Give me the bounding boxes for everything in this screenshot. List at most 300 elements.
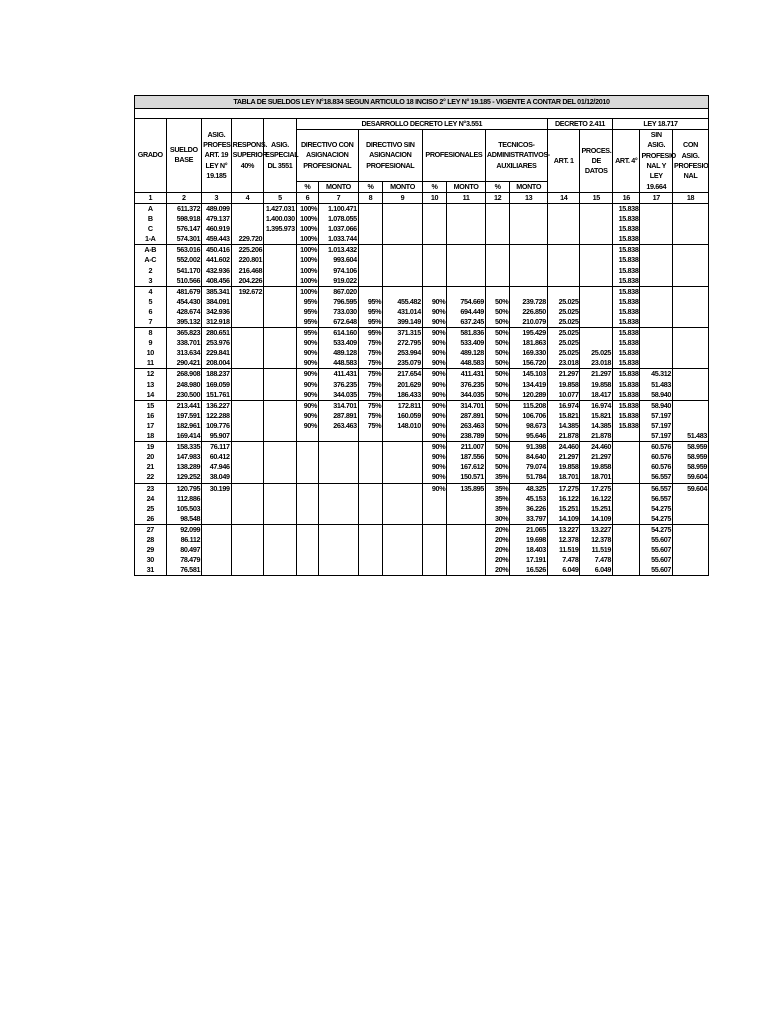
value-cell: [231, 369, 264, 380]
column-number: 6: [296, 192, 318, 203]
value-cell: [422, 565, 446, 576]
grade-group: [135, 442, 709, 483]
salary-table: [134, 95, 709, 576]
value-cell: 448.583: [319, 358, 359, 369]
value-cell: 158.335: [166, 442, 202, 453]
value-cell: 18.701: [580, 472, 613, 483]
header-pct: %: [296, 181, 318, 192]
value-cell: 15.838: [613, 203, 640, 214]
value-cell: 24.460: [547, 442, 580, 453]
value-cell: [673, 535, 709, 545]
value-cell: [264, 545, 297, 555]
table-row: [135, 338, 709, 348]
value-cell: 148.010: [383, 421, 423, 431]
grade-group: [135, 328, 709, 369]
value-cell: [673, 555, 709, 565]
value-cell: [264, 369, 297, 380]
grade-group: [135, 245, 709, 286]
column-number-row: [135, 192, 709, 203]
value-cell: 17.191: [510, 555, 548, 565]
value-cell: [640, 307, 673, 317]
value-cell: 1.395.973: [264, 224, 297, 234]
value-cell: 268.908: [166, 369, 202, 380]
grade-cell: 15: [135, 400, 167, 411]
value-cell: 342.936: [202, 307, 232, 317]
value-cell: 90%: [422, 442, 446, 453]
value-cell: [447, 203, 486, 214]
value-cell: [264, 472, 297, 483]
value-cell: 35%: [485, 504, 509, 514]
value-cell: [264, 276, 297, 287]
value-cell: 187.556: [447, 452, 486, 462]
value-cell: 15.838: [613, 214, 640, 224]
value-cell: [422, 276, 446, 287]
value-cell: 220.801: [231, 255, 264, 265]
value-cell: [383, 203, 423, 214]
value-cell: 672.648: [319, 317, 359, 328]
grade-cell: 10: [135, 348, 167, 358]
value-cell: [580, 255, 613, 265]
value-cell: 92.099: [166, 524, 202, 535]
value-cell: 57.197: [640, 411, 673, 421]
value-cell: 533.409: [447, 338, 486, 348]
value-cell: 35%: [485, 472, 509, 483]
value-cell: 25.025: [547, 348, 580, 358]
value-cell: [613, 535, 640, 545]
value-cell: 95%: [358, 307, 382, 317]
value-cell: [640, 224, 673, 234]
value-cell: 100%: [296, 255, 318, 265]
grade-cell: 11: [135, 358, 167, 369]
table-row: [135, 297, 709, 307]
value-cell: [358, 286, 382, 297]
value-cell: [202, 494, 232, 504]
value-cell: 50%: [485, 431, 509, 442]
table-row: [135, 390, 709, 401]
value-cell: [510, 214, 548, 224]
value-cell: 229.841: [202, 348, 232, 358]
value-cell: 15.821: [547, 411, 580, 421]
value-cell: 18.417: [580, 390, 613, 401]
table-row: [135, 545, 709, 555]
value-cell: [485, 286, 509, 297]
value-cell: 1.037.066: [319, 224, 359, 234]
value-cell: 33.797: [510, 514, 548, 525]
value-cell: [319, 483, 359, 494]
value-cell: 12.378: [547, 535, 580, 545]
grade-cell: 25: [135, 504, 167, 514]
value-cell: 432.936: [202, 266, 232, 276]
value-cell: [640, 297, 673, 307]
value-cell: [264, 307, 297, 317]
value-cell: [231, 400, 264, 411]
value-cell: 18.701: [547, 472, 580, 483]
value-cell: 25.025: [547, 328, 580, 339]
value-cell: [231, 358, 264, 369]
value-cell: 460.919: [202, 224, 232, 234]
value-cell: [383, 494, 423, 504]
value-cell: 90%: [422, 421, 446, 431]
value-cell: [673, 338, 709, 348]
value-cell: [264, 483, 297, 494]
value-cell: 376.235: [447, 380, 486, 390]
value-cell: [422, 245, 446, 256]
value-cell: [264, 245, 297, 256]
value-cell: [264, 234, 297, 245]
value-cell: [447, 545, 486, 555]
value-cell: [673, 358, 709, 369]
value-cell: [673, 307, 709, 317]
header-monto: MONTO: [319, 181, 359, 192]
value-cell: [358, 524, 382, 535]
value-cell: 6.049: [580, 565, 613, 576]
value-cell: 17.275: [547, 483, 580, 494]
value-cell: [383, 504, 423, 514]
value-cell: 15.251: [580, 504, 613, 514]
value-cell: [485, 214, 509, 224]
table-row: [135, 307, 709, 317]
value-cell: [231, 483, 264, 494]
value-cell: 454.430: [166, 297, 202, 307]
value-cell: [422, 286, 446, 297]
table-row: [135, 358, 709, 369]
value-cell: [673, 203, 709, 214]
column-number: 8: [358, 192, 382, 203]
grade-cell: 6: [135, 307, 167, 317]
value-cell: [422, 224, 446, 234]
value-cell: 18.403: [510, 545, 548, 555]
value-cell: 90%: [296, 369, 318, 380]
value-cell: [264, 421, 297, 431]
value-cell: [613, 494, 640, 504]
value-cell: 100%: [296, 234, 318, 245]
value-cell: [640, 203, 673, 214]
value-cell: [358, 224, 382, 234]
value-cell: [202, 524, 232, 535]
value-cell: 188.237: [202, 369, 232, 380]
value-cell: 489.128: [447, 348, 486, 358]
value-cell: 24.460: [580, 442, 613, 453]
header-asig-especial: ASIG. ESPECIAL DL 3551: [264, 119, 297, 193]
value-cell: 78.479: [166, 555, 202, 565]
value-cell: 15.838: [613, 317, 640, 328]
value-cell: 45.153: [510, 494, 548, 504]
value-cell: 395.132: [166, 317, 202, 328]
value-cell: 376.235: [319, 380, 359, 390]
grade-cell: 9: [135, 338, 167, 348]
value-cell: 56.557: [640, 472, 673, 483]
value-cell: 95%: [296, 297, 318, 307]
value-cell: 459.443: [202, 234, 232, 245]
value-cell: 21.297: [547, 452, 580, 462]
value-cell: [383, 565, 423, 576]
value-cell: [447, 276, 486, 287]
value-cell: 611.372: [166, 203, 202, 214]
value-cell: 90%: [296, 338, 318, 348]
value-cell: [202, 545, 232, 555]
value-cell: [231, 214, 264, 224]
value-cell: [231, 555, 264, 565]
grade-cell: C: [135, 224, 167, 234]
value-cell: 614.160: [319, 328, 359, 339]
value-cell: [264, 504, 297, 514]
header-ley: LEY 18.717: [613, 119, 709, 130]
value-cell: 75%: [358, 358, 382, 369]
value-cell: [319, 555, 359, 565]
value-cell: 197.591: [166, 411, 202, 421]
value-cell: 15.838: [613, 266, 640, 276]
column-number: 5: [264, 192, 297, 203]
value-cell: [319, 535, 359, 545]
value-cell: [319, 565, 359, 576]
table-row: [135, 328, 709, 339]
value-cell: [447, 565, 486, 576]
value-cell: [547, 266, 580, 276]
column-number: 1: [135, 192, 167, 203]
value-cell: 95.907: [202, 431, 232, 442]
value-cell: 20%: [485, 535, 509, 545]
value-cell: 38.049: [202, 472, 232, 483]
value-cell: 15.838: [613, 328, 640, 339]
header-art1: ART. 1: [547, 130, 580, 193]
value-cell: 576.147: [166, 224, 202, 234]
value-cell: [673, 545, 709, 555]
value-cell: 100%: [296, 266, 318, 276]
value-cell: 50%: [485, 338, 509, 348]
value-cell: 90%: [422, 317, 446, 328]
value-cell: [264, 494, 297, 504]
value-cell: [264, 431, 297, 442]
value-cell: 147.983: [166, 452, 202, 462]
value-cell: [640, 234, 673, 245]
column-number: 10: [422, 192, 446, 203]
value-cell: 25.025: [547, 338, 580, 348]
value-cell: [485, 255, 509, 265]
value-cell: [264, 286, 297, 297]
grade-group: [135, 524, 709, 575]
value-cell: [447, 535, 486, 545]
column-number: 9: [383, 192, 423, 203]
grade-cell: 13: [135, 380, 167, 390]
table-row: [135, 535, 709, 545]
value-cell: [580, 286, 613, 297]
value-cell: [673, 234, 709, 245]
grade-cell: A-B: [135, 245, 167, 256]
value-cell: 90%: [422, 472, 446, 483]
value-cell: [296, 514, 318, 525]
value-cell: [231, 494, 264, 504]
value-cell: 106.706: [510, 411, 548, 421]
value-cell: 75%: [358, 380, 382, 390]
value-cell: [673, 297, 709, 307]
value-cell: 54.275: [640, 504, 673, 514]
value-cell: 58.959: [673, 442, 709, 453]
value-cell: [264, 411, 297, 421]
value-cell: [358, 255, 382, 265]
value-cell: [422, 545, 446, 555]
value-cell: [358, 266, 382, 276]
value-cell: [358, 245, 382, 256]
value-cell: 15.838: [613, 380, 640, 390]
value-cell: 541.170: [166, 266, 202, 276]
value-cell: 581.836: [447, 328, 486, 339]
value-cell: 59.604: [673, 483, 709, 494]
value-cell: 312.918: [202, 317, 232, 328]
value-cell: 23.018: [547, 358, 580, 369]
header-directivo-con: DIRECTIVO CON ASIGNACION PROFESIONAL: [296, 130, 358, 182]
value-cell: 192.672: [231, 286, 264, 297]
value-cell: [673, 245, 709, 256]
value-cell: 90%: [422, 380, 446, 390]
value-cell: 238.789: [447, 431, 486, 442]
value-cell: 15.838: [613, 390, 640, 401]
grade-group: [135, 369, 709, 400]
value-cell: 90%: [422, 411, 446, 421]
value-cell: 919.022: [319, 276, 359, 287]
value-cell: [383, 431, 423, 442]
value-cell: 75%: [358, 338, 382, 348]
value-cell: 229.720: [231, 234, 264, 245]
value-cell: [640, 255, 673, 265]
value-cell: 95%: [296, 317, 318, 328]
value-cell: 75%: [358, 348, 382, 358]
value-cell: [296, 442, 318, 453]
value-cell: 100%: [296, 214, 318, 224]
value-cell: 15.838: [613, 234, 640, 245]
value-cell: [296, 483, 318, 494]
value-cell: 56.557: [640, 494, 673, 504]
value-cell: 156.720: [510, 358, 548, 369]
value-cell: 25.025: [547, 317, 580, 328]
header-monto: MONTO: [510, 181, 548, 192]
table-row: [135, 494, 709, 504]
value-cell: 135.895: [447, 483, 486, 494]
value-cell: [580, 317, 613, 328]
value-cell: [383, 462, 423, 472]
value-cell: 21.297: [547, 369, 580, 380]
header-pct: %: [485, 181, 509, 192]
value-cell: [358, 483, 382, 494]
value-cell: [422, 203, 446, 214]
value-cell: 169.059: [202, 380, 232, 390]
column-number: 14: [547, 192, 580, 203]
value-cell: 993.604: [319, 255, 359, 265]
table-row: [135, 400, 709, 411]
value-cell: 1.400.030: [264, 214, 297, 224]
value-cell: [447, 234, 486, 245]
value-cell: [485, 224, 509, 234]
value-cell: [422, 524, 446, 535]
value-cell: 129.252: [166, 472, 202, 483]
grade-cell: 4: [135, 286, 167, 297]
value-cell: 115.208: [510, 400, 548, 411]
header-profesionales: PROFESIONALES: [422, 130, 485, 182]
header-asig-profes: ASIG. PROFES. ART. 19 LEY N° 19.185: [202, 119, 232, 193]
value-cell: [383, 255, 423, 265]
grade-group: [135, 400, 709, 441]
value-cell: [319, 504, 359, 514]
value-cell: 54.275: [640, 514, 673, 525]
value-cell: [547, 214, 580, 224]
value-cell: [580, 276, 613, 287]
salary-table-sheet: [134, 95, 709, 576]
value-cell: [231, 317, 264, 328]
value-cell: 489.128: [319, 348, 359, 358]
value-cell: 13.227: [580, 524, 613, 535]
column-number: 17: [640, 192, 673, 203]
table-row: [135, 276, 709, 287]
value-cell: [358, 535, 382, 545]
column-number: 7: [319, 192, 359, 203]
grade-cell: 17: [135, 421, 167, 431]
table-row: [135, 214, 709, 224]
value-cell: 100%: [296, 224, 318, 234]
value-cell: 195.429: [510, 328, 548, 339]
value-cell: [231, 442, 264, 453]
value-cell: 385.341: [202, 286, 232, 297]
value-cell: 45.312: [640, 369, 673, 380]
value-cell: 11.519: [547, 545, 580, 555]
value-cell: [673, 286, 709, 297]
header-pct: %: [422, 181, 446, 192]
value-cell: 90%: [296, 348, 318, 358]
value-cell: 98.548: [166, 514, 202, 525]
value-cell: 134.419: [510, 380, 548, 390]
value-cell: [640, 245, 673, 256]
grade-cell: 21: [135, 462, 167, 472]
value-cell: [383, 545, 423, 555]
value-cell: 112.886: [166, 494, 202, 504]
value-cell: [447, 555, 486, 565]
value-cell: 90%: [422, 297, 446, 307]
value-cell: 19.858: [547, 462, 580, 472]
value-cell: [358, 234, 382, 245]
column-number: 13: [510, 192, 548, 203]
value-cell: 21.065: [510, 524, 548, 535]
value-cell: 35%: [485, 483, 509, 494]
value-cell: 338.701: [166, 338, 202, 348]
value-cell: [319, 472, 359, 483]
value-cell: 84.640: [510, 452, 548, 462]
column-number: 11: [447, 192, 486, 203]
value-cell: 16.974: [580, 400, 613, 411]
value-cell: 344.035: [319, 390, 359, 401]
grade-cell: 18: [135, 431, 167, 442]
value-cell: [510, 234, 548, 245]
value-cell: 431.014: [383, 307, 423, 317]
value-cell: 50%: [485, 297, 509, 307]
value-cell: [264, 400, 297, 411]
grade-cell: A-C: [135, 255, 167, 265]
value-cell: 58.959: [673, 462, 709, 472]
value-cell: [231, 380, 264, 390]
value-cell: [422, 214, 446, 224]
grade-cell: 24: [135, 494, 167, 504]
value-cell: [383, 224, 423, 234]
value-cell: 598.918: [166, 214, 202, 224]
value-cell: 21.878: [580, 431, 613, 442]
value-cell: 15.251: [547, 504, 580, 514]
grade-cell: 26: [135, 514, 167, 525]
value-cell: 50%: [485, 390, 509, 401]
value-cell: 253.976: [202, 338, 232, 348]
value-cell: [264, 317, 297, 328]
value-cell: 169.414: [166, 431, 202, 442]
table-row: [135, 524, 709, 535]
value-cell: [319, 524, 359, 535]
value-cell: [231, 338, 264, 348]
grade-cell: 5: [135, 297, 167, 307]
